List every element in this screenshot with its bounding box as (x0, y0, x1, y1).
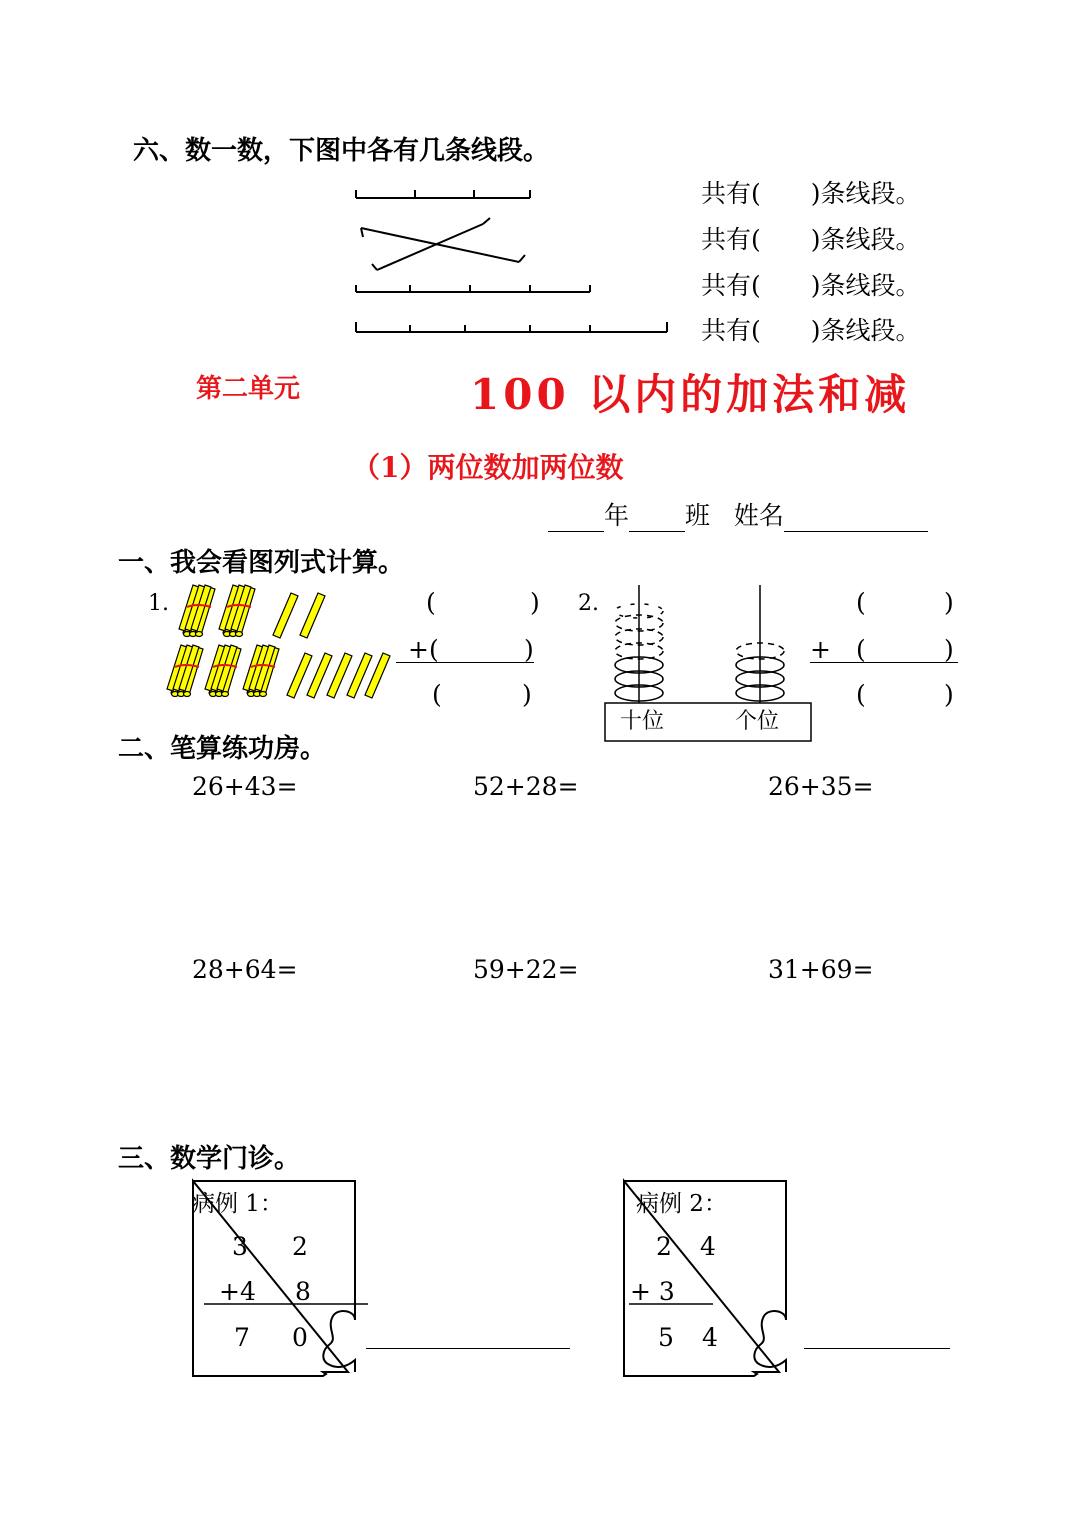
problem-2: 52+28= (473, 772, 579, 801)
segment-answer-1: 共有( )条线段。 (701, 179, 921, 208)
q2-paren-mid-close: ) (944, 635, 954, 664)
unit-label: 第二单元 (196, 374, 301, 404)
problem-5: 59+22= (473, 955, 579, 984)
year-label: 年 (604, 501, 630, 530)
segment-figure-2 (361, 218, 525, 270)
bundled-sticks-image (165, 585, 390, 700)
segment-figure-4 (356, 322, 667, 332)
q2-number: 2. (578, 591, 599, 616)
case2-r1-tens: 2 (656, 1232, 672, 1261)
q1-plus-paren: +( (408, 635, 439, 664)
segment-answer-2: 共有( )条线段。 (701, 225, 921, 254)
segment-answer-3: 共有( )条线段。 (701, 271, 921, 300)
name-blank[interactable] (784, 505, 928, 532)
segment-answer-4: 共有( )条线段。 (701, 316, 921, 345)
q1-paren-top-open: ( (426, 588, 436, 617)
case1-r2-tens: +4 (219, 1277, 256, 1306)
unit-title: 100 以内的加法和减 (470, 370, 911, 419)
case2-correction-line[interactable] (804, 1348, 950, 1349)
case1-r3-ones: 0 (292, 1323, 308, 1352)
q2-sum-line (810, 662, 958, 663)
problem-1: 26+43= (192, 772, 298, 801)
q1-paren-bottom-open: ( (432, 680, 442, 709)
case2-r2: + 3 (630, 1277, 675, 1306)
case2-label: 病例 2： (636, 1191, 727, 1217)
part1-heading: 一、我会看图列式计算。 (118, 548, 405, 578)
q2-paren-bottom-open: ( (856, 680, 866, 709)
q1-sum-line (396, 662, 534, 663)
abacus-ones-label: 个位 (735, 709, 780, 734)
q1-number: 1. (148, 591, 169, 616)
section6-heading: 六、数一数，下图中各有几条线段。 (133, 136, 550, 166)
problem-4: 28+64= (192, 955, 298, 984)
case1-r1-ones: 2 (292, 1232, 308, 1261)
segment-figure-3 (356, 285, 590, 292)
name-label: 姓名 (733, 501, 784, 530)
case2-r1-ones: 4 (700, 1232, 716, 1261)
case1-r2-ones: 8 (295, 1277, 311, 1306)
q1-paren-mid-close: ) (524, 635, 534, 664)
q2-paren-top-close: ) (944, 588, 954, 617)
case1-r3-tens: 7 (234, 1323, 250, 1352)
case2-r3-tens: 5 (658, 1323, 674, 1352)
segment-figure-1 (356, 190, 530, 198)
part3-heading: 三、数学门诊。 (118, 1144, 301, 1174)
q2-paren-mid-open: ( (856, 635, 866, 664)
case1-label: 病例 1： (192, 1191, 283, 1217)
q2-paren-top-open: ( (856, 588, 866, 617)
class-blank[interactable] (629, 505, 685, 532)
case2-r3-ones: 4 (702, 1323, 718, 1352)
q1-paren-bottom-close: ) (522, 680, 532, 709)
problem-3: 26+35= (768, 772, 874, 801)
year-blank[interactable] (548, 505, 604, 532)
class-label: 班 (685, 501, 711, 530)
case1-r1-tens: 3 (232, 1232, 248, 1261)
lesson-title: （1）两位数加两位数 (352, 451, 624, 484)
problem-6: 31+69= (768, 955, 874, 984)
q1-paren-top-close: ) (530, 588, 540, 617)
q2-plus: + (810, 635, 831, 664)
case1-correction-line[interactable] (366, 1348, 570, 1349)
abacus-tens-label: 十位 (620, 709, 665, 734)
q2-paren-bottom-close: ) (944, 680, 954, 709)
student-info (548, 496, 928, 532)
part2-heading: 二、笔算练功房。 (118, 734, 327, 764)
